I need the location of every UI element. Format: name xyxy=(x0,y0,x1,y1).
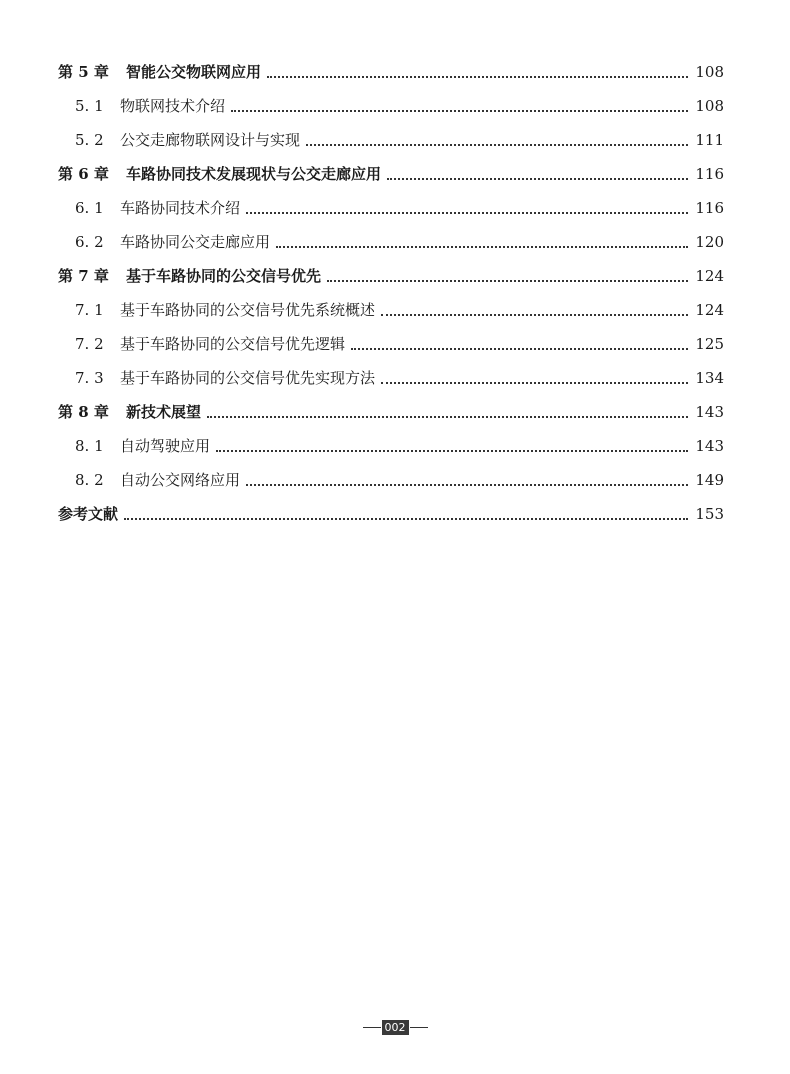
toc-entry-page: 125 xyxy=(695,335,724,353)
toc-entry-page: 116 xyxy=(695,165,724,183)
dot-leader xyxy=(327,280,688,282)
toc-entry-title: 公交走廊物联网设计与实现 xyxy=(120,131,301,149)
toc-entry-references[interactable] xyxy=(58,491,724,525)
toc-entry-title: 自动驾驶应用 xyxy=(120,437,211,455)
toc-entry-number: 6. 2 xyxy=(75,233,104,251)
toc-entry-title: 基于车路协同的公交信号优先逻辑 xyxy=(120,335,346,353)
toc-entry-page: 111 xyxy=(695,131,724,149)
toc-entry-title: 基于车路协同的公交信号优先系统概述 xyxy=(120,301,376,319)
toc-entry-number: 7. 2 xyxy=(75,335,104,353)
toc-entry-number: 5. 2 xyxy=(75,131,104,149)
toc-entry-section-7-1[interactable] xyxy=(58,287,724,321)
toc-entry-page: 134 xyxy=(695,369,724,387)
toc-entry-chapter-5[interactable] xyxy=(58,49,724,83)
dot-leader xyxy=(246,484,688,486)
page-number: 002 xyxy=(382,1020,409,1035)
toc-entry-title: 物联网技术介绍 xyxy=(120,97,226,115)
toc-entry-page: 108 xyxy=(695,97,724,115)
toc-entry-title: 智能公交物联网应用 xyxy=(126,63,262,81)
toc-entry-section-5-2[interactable] xyxy=(58,117,724,151)
toc-entry-section-6-1[interactable] xyxy=(58,185,724,219)
toc-entry-title: 新技术展望 xyxy=(126,403,202,421)
toc-entry-page: 124 xyxy=(695,267,724,285)
toc-entry-title: 车路协同技术发展现状与公交走廊应用 xyxy=(126,165,382,183)
dot-leader xyxy=(267,76,688,78)
dot-leader xyxy=(216,450,688,452)
toc-entry-number: 8. 2 xyxy=(75,471,104,489)
footer-rule-right xyxy=(410,1027,428,1028)
toc-entry-page: 153 xyxy=(695,505,724,523)
footer-rule-left xyxy=(363,1027,381,1028)
toc-entry-number: 第 8 章 xyxy=(58,403,109,421)
toc-entry-number: 第 5 章 xyxy=(58,63,109,81)
dot-leader xyxy=(387,178,688,180)
toc-entry-section-7-2[interactable] xyxy=(58,321,724,355)
table-of-contents xyxy=(58,49,724,525)
dot-leader xyxy=(246,212,688,214)
toc-entry-title: 参考文献 xyxy=(58,505,119,523)
dot-leader xyxy=(207,416,688,418)
toc-entry-section-7-3[interactable] xyxy=(58,355,724,389)
toc-entry-number: 5. 1 xyxy=(75,97,104,115)
toc-entry-number: 7. 1 xyxy=(75,301,104,319)
toc-entry-number: 第 6 章 xyxy=(58,165,109,183)
toc-entry-chapter-6[interactable] xyxy=(58,151,724,185)
toc-entry-page: 108 xyxy=(695,63,724,81)
toc-entry-page: 143 xyxy=(695,437,724,455)
dot-leader xyxy=(306,144,688,146)
dot-leader xyxy=(381,382,688,384)
dot-leader xyxy=(381,314,688,316)
toc-entry-title: 车路协同技术介绍 xyxy=(120,199,241,217)
toc-entry-section-5-1[interactable] xyxy=(58,83,724,117)
toc-entry-number: 7. 3 xyxy=(75,369,104,387)
toc-entry-number: 8. 1 xyxy=(75,437,104,455)
toc-entry-title: 自动公交网络应用 xyxy=(120,471,241,489)
toc-entry-number: 6. 1 xyxy=(75,199,104,217)
toc-entry-number: 第 7 章 xyxy=(58,267,109,285)
toc-entry-page: 143 xyxy=(695,403,724,421)
dot-leader xyxy=(124,518,688,520)
toc-entry-page: 116 xyxy=(695,199,724,217)
toc-entry-chapter-7[interactable] xyxy=(58,253,724,287)
toc-entry-page: 149 xyxy=(695,471,724,489)
toc-entry-title: 基于车路协同的公交信号优先实现方法 xyxy=(120,369,376,387)
toc-entry-page: 120 xyxy=(695,233,724,251)
page-footer xyxy=(0,1020,790,1035)
dot-leader xyxy=(231,110,688,112)
toc-entry-title: 车路协同公交走廊应用 xyxy=(120,233,271,251)
toc-entry-section-8-2[interactable] xyxy=(58,457,724,491)
toc-entry-page: 124 xyxy=(695,301,724,319)
toc-entry-title: 基于车路协同的公交信号优先 xyxy=(126,267,322,285)
dot-leader xyxy=(351,348,688,350)
toc-entry-section-8-1[interactable] xyxy=(58,423,724,457)
dot-leader xyxy=(276,246,688,248)
toc-entry-section-6-2[interactable] xyxy=(58,219,724,253)
toc-entry-chapter-8[interactable] xyxy=(58,389,724,423)
